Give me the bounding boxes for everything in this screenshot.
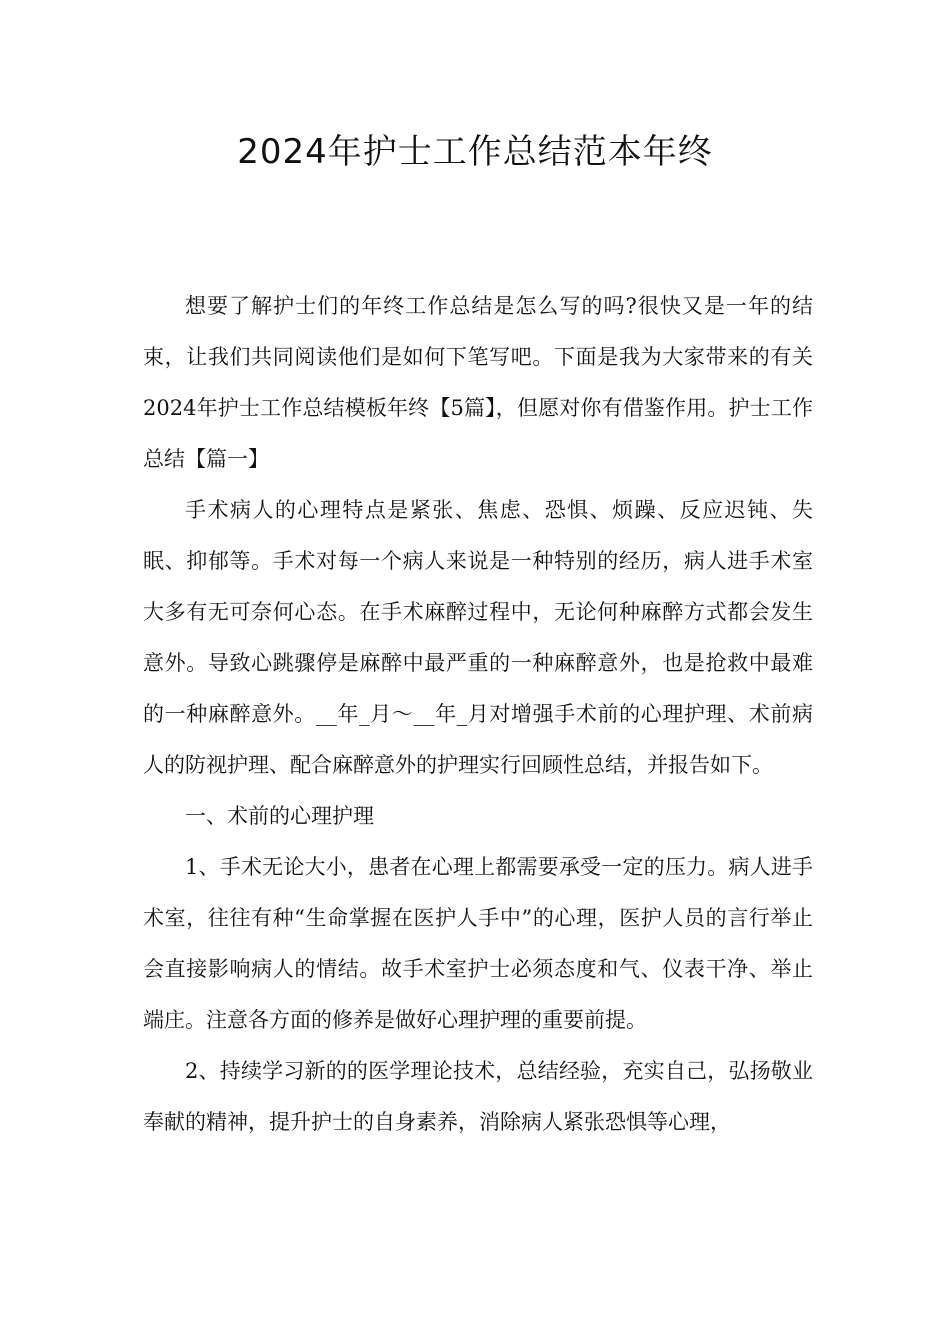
paragraph-point-1: 1、手术无论大小，患者在心理上都需要承受一定的压力。病人进手术室，往往有种“生命掌握在医护人手中”的心理，医护人员的言行举止会直接影响病人的情结。故手术室护士必须态度和气、仪表干净、举止端庄。注意各方面的修养是做好心理护理的重要前提。 xyxy=(143,855,813,1032)
paragraph-intro: 想要了解护士们的年终工作总结是怎么写的吗?很快又是一年的结束，让我们共同阅读他们是如何下笔写吧。下面是我为大家带来的有关2024年护士工作总结模板年终【5篇】，但愿对你有借鉴作用。护士工作总结【篇一】 xyxy=(143,294,813,471)
document-body xyxy=(143,281,813,1148)
section-heading: 一、术前的心理护理 xyxy=(185,804,374,828)
paragraph-point-2: 2、持续学习新的的医学理论技术，总结经验，充实自己，弘扬敬业奉献的精神，提升护士的自身素养，消除病人紧张恐惧等心理， xyxy=(143,1059,813,1134)
document-title: 2024年护士工作总结范本年终 xyxy=(237,132,713,172)
paragraph-psychology: 手术病人的心理特点是紧张、焦虑、恐惧、烦躁、反应迟钝、失眠、抑郁等。手术对每一个病人来说是一种特别的经历，病人进手术室大多有无可奈何心态。在手术麻醉过程中，无论何种麻醉方式都会发生意外。导致心跳骤停是麻醉中最严重的一种麻醉意外，也是抢救中最难的一种麻醉意外。__年_月～__年_月对增强手术前的心理护理、术前病人的防视护理、配合麻醉意外的护理实行回顾性总结，并报告如下。 xyxy=(143,498,813,777)
